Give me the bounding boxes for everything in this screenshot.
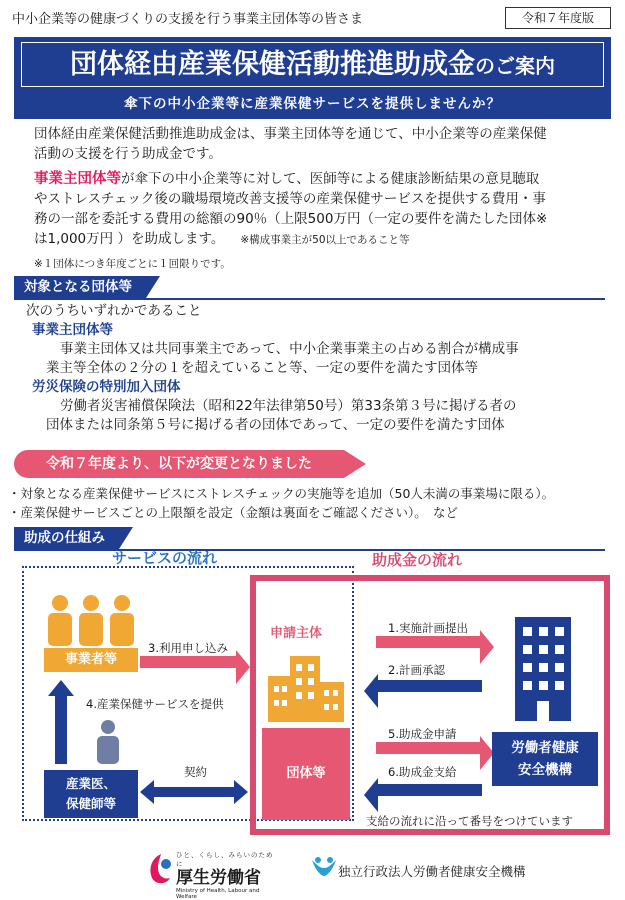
mhlw-logo xyxy=(176,850,276,900)
section-title: 助成の仕組み xyxy=(14,527,119,549)
target-item-title: 事業主団体等 xyxy=(32,322,113,338)
limit-note: ※１団体につき年度ごとに１回限りです。 xyxy=(34,258,231,270)
audience-line: 中小企業等の健康づくりの支援を行う事業主団体等の皆さま xyxy=(12,12,364,27)
target-item-text: 団体または同条第５号に掲げる者の団体であって、一定の要件を満たす団体 xyxy=(46,417,505,433)
target-item-text: 業主等全体の２分の１を超えていること等、一定の要件を満たす団体等 xyxy=(46,360,478,376)
organization-label: 安全機構 xyxy=(518,762,572,778)
intro-line: 団体経由産業保健活動推進助成金は、事業主団体等を通じて、中小企業等の産業保健 xyxy=(34,126,547,142)
changes-list xyxy=(8,484,620,522)
organization-building-icon xyxy=(515,617,571,721)
target-lead: 次のうちいずれかであること xyxy=(26,303,202,319)
title-banner xyxy=(14,37,611,119)
step-6-arrow xyxy=(378,784,482,796)
johas-logo-icon xyxy=(310,856,338,878)
section-title: 対象となる団体等 xyxy=(14,276,146,298)
doctors-label: 産業医、 xyxy=(65,776,116,791)
step-5-label: 5.助成金申請 xyxy=(388,727,457,741)
mhlw-english: Ministry of Health, Labour and Welfare xyxy=(176,888,260,900)
intro-line: が傘下の中小企業等に対して、医師等による健康診断結果の意見聴取 xyxy=(121,171,540,187)
highlight-text: 事業主団体等 xyxy=(34,171,121,187)
inline-note: ※構成事業主が50以上であること等 xyxy=(240,234,410,246)
step-5-arrow xyxy=(376,742,480,754)
group-box: 団体等 xyxy=(262,728,350,820)
title-frame xyxy=(21,42,604,87)
intro-paragraph-2 xyxy=(34,169,612,250)
intro-line: 活動の支援を行う助成金です。 xyxy=(34,146,222,162)
service-flow-title: サービスの流れ xyxy=(112,549,218,567)
step-1-label: 1.実施計画提出 xyxy=(388,621,468,635)
edition-badge: 令和７年度版 xyxy=(505,7,611,29)
target-item-title: 労災保険の特別加入団体 xyxy=(32,379,181,395)
contract-arrow xyxy=(140,780,248,804)
provide-service-arrow xyxy=(48,680,74,764)
doctors-box xyxy=(44,770,138,818)
request-arrow xyxy=(140,656,236,668)
intro-paragraph xyxy=(34,124,612,164)
johas-name: 独立行政法人労働者健康安全機構 xyxy=(338,864,526,879)
target-section-header xyxy=(14,276,605,300)
page-title-suffix: のご案内 xyxy=(475,54,555,78)
page-title: 団体経由産業保健活動推進助成金 xyxy=(70,49,475,80)
grant-flow-title: 助成金の流れ xyxy=(372,551,463,569)
step-2-arrow xyxy=(378,680,482,692)
step-1-arrow xyxy=(376,636,480,648)
intro-line: やストレスチェック後の職場環境改善支援等の産業保健サービスを提供する費用・事 xyxy=(34,191,546,207)
group-building-icon xyxy=(268,656,344,722)
contract-label: 契約 xyxy=(184,765,207,779)
target-item-text: 労働者災害補償保険法（昭和22年法律第50号）第33条第３号に掲げる者の xyxy=(60,398,517,414)
employers-people-icon xyxy=(44,594,138,646)
organization-box xyxy=(492,732,598,786)
change-item: ・対象となる産業保健サービスにストレスチェックの実施等を追加（50人未満の事業場に限る）。 xyxy=(8,486,555,501)
change-item: ・産業保健サービスごとの上限額を設定（金額は裏面をご確認ください）。 など xyxy=(8,505,459,520)
mhlw-name: 厚生労働省 xyxy=(176,868,261,888)
organization-label: 労働者健康 xyxy=(511,740,579,756)
target-item-text: 事業主団体又は共同事業主であって、中小企業事業主の占める割合が構成事 xyxy=(60,341,519,357)
step-2-label: 2.計画承認 xyxy=(388,663,445,677)
intro-line: は1,000万円 ）を助成します。 xyxy=(34,231,225,247)
flow-note: 支給の流れに沿って番号をつけています xyxy=(366,814,573,828)
doctor-person-icon xyxy=(95,720,121,764)
employers-label: 事業者等 xyxy=(44,648,138,672)
page-subtitle: 傘下の中小企業等に産業保健サービスを提供しませんか？ xyxy=(124,96,501,112)
mhlw-tagline: ひと、くらし、みらいのために xyxy=(176,851,274,868)
step-4-label: 4.産業保健サービスを提供 xyxy=(86,697,224,711)
changes-banner: 令和７年度より、以下が変更となりました xyxy=(14,450,344,478)
doctors-label: 保健師等 xyxy=(65,796,116,811)
mhlw-logo-icon xyxy=(146,852,176,886)
step-6-label: 6.助成金支給 xyxy=(388,765,457,779)
target-section xyxy=(26,302,604,435)
mechanism-section-header xyxy=(14,527,605,551)
step-3-label: 3.利用申し込み xyxy=(148,641,228,655)
applicant-label: 申請主体 xyxy=(270,626,323,641)
intro-line: 務の一部を委託する費用の総額の90％（上限500万円（一定の要件を満たした団体※ xyxy=(34,211,548,227)
